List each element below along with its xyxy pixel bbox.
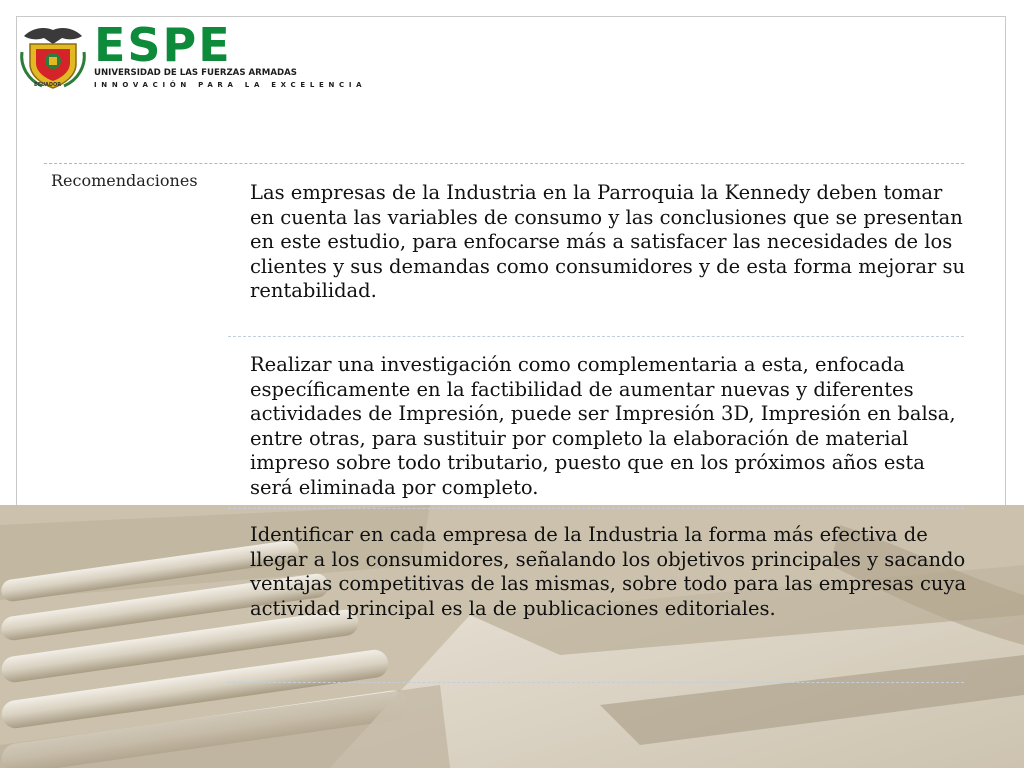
section-label: Recomendaciones — [51, 171, 198, 190]
emblem-country-label: ECUADOR — [34, 82, 62, 88]
logo-title: ESPE — [94, 18, 232, 72]
paragraph-divider — [228, 508, 964, 509]
recommendation-paragraph-2: Realizar una investigación como complementaria a esta, enfocada específicamente en la factibilidad de aumentar nuevas y diferentes actividades de Impresión, puede ser Impresión 3D, Impresión en balsa, entre otras, para sustituir por completo la elaboración de material impreso sobre todo tributario, puesto que en los próximos años esta será eliminada por completo. — [250, 353, 956, 499]
espe-logo — [18, 18, 367, 92]
recommendation-paragraph-1: Las empresas de la Industria en la Parroquia la Kennedy deben tomar en cuenta las variables de consumo y las conclusiones que se presentan en este estudio, para enfocarse más a satisfacer las necesidades de los clientes y sus demandas como consumidores y de esta forma mejorar su rentabilidad. — [250, 181, 966, 302]
header-divider — [44, 163, 964, 164]
logo-subtitle: UNIVERSIDAD DE LAS FUERZAS ARMADAS — [94, 68, 297, 78]
paragraph-divider — [228, 682, 964, 683]
logo-motto: INNOVACIÓN PARA LA EXCELENCIA — [94, 81, 367, 89]
paragraph-divider — [228, 336, 964, 337]
recommendation-paragraph-3: Identificar en cada empresa de la Industria la forma más efectiva de llegar a los consumidores, señalando los objetivos principales y sacando ventajas competitivas de las mismas, sobre todo para las empresas cuya actividad principal es la de publicaciones editoriales. — [250, 523, 967, 620]
